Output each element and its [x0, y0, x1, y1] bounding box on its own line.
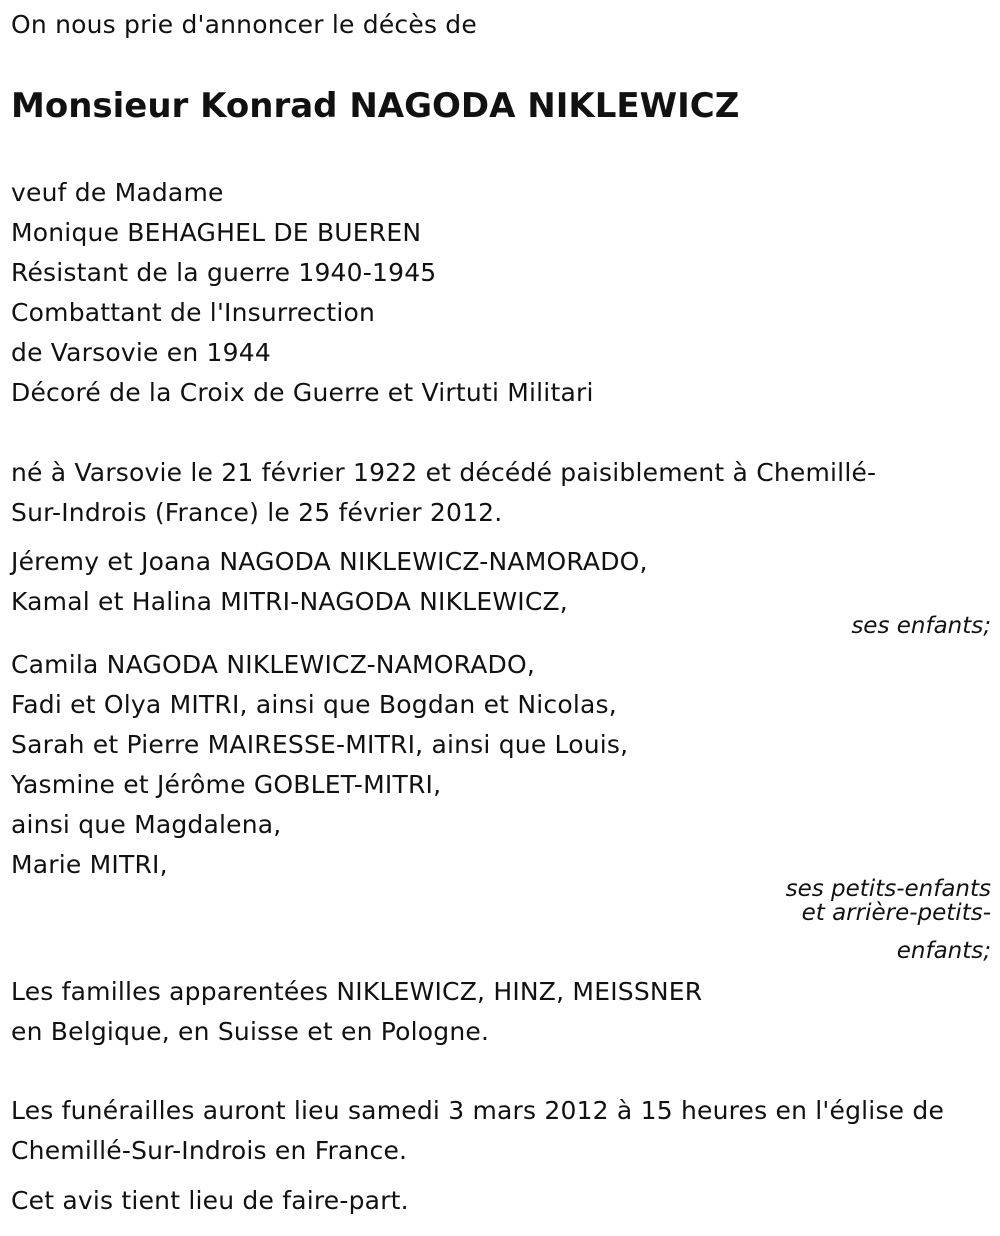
detail-line: Monique BEHAGHEL DE BUEREN	[11, 218, 422, 247]
deceased-name: Monsieur Konrad NAGODA NIKLEWICZ	[11, 86, 740, 126]
birth-death-line: Sur-Indrois (France) le 25 février 2012.	[11, 498, 503, 527]
funeral-line: Chemillé-Sur-Indrois en France.	[11, 1136, 408, 1165]
detail-line: veuf de Madame	[11, 178, 224, 207]
families-line: en Belgique, en Suisse et en Pologne.	[11, 1017, 490, 1046]
grandchild-line: Marie MITRI,	[11, 850, 168, 879]
child-line: Jéremy et Joana NAGODA NIKLEWICZ-NAMORADO,	[11, 547, 648, 576]
closing-text: Cet avis tient lieu de faire-part.	[11, 1186, 409, 1215]
grandchild-line: Sarah et Pierre MAIRESSE-MITRI, ainsi que Louis,	[11, 730, 629, 759]
grandchildren-role-label: et arrière-petits-	[801, 900, 991, 926]
grandchild-line: Camila NAGODA NIKLEWICZ-NAMORADO,	[11, 650, 535, 679]
children-role-label: ses enfants;	[851, 613, 991, 639]
detail-line: Décoré de la Croix de Guerre et Virtuti Militari	[11, 378, 594, 407]
grandchildren-role-label: ses petits-enfants	[785, 876, 991, 902]
families-line: Les familles apparentées NIKLEWICZ, HINZ, MEISSNER	[11, 977, 703, 1006]
detail-line: Combattant de l'Insurrection	[11, 298, 376, 327]
detail-line: Résistant de la guerre 1940-1945	[11, 258, 437, 287]
grandchildren-role-label: enfants;	[896, 938, 991, 964]
grandchild-line: Fadi et Olya MITRI, ainsi que Bogdan et Nicolas,	[11, 690, 617, 719]
detail-line: de Varsovie en 1944	[11, 338, 271, 367]
funeral-line: Les funérailles auront lieu samedi 3 mars 2012 à 15 heures en l'église de	[11, 1096, 945, 1125]
intro-text: On nous prie d'annoncer le décès de	[11, 10, 477, 39]
grandchild-line: Yasmine et Jérôme GOBLET-MITRI,	[11, 770, 442, 799]
child-line: Kamal et Halina MITRI-NAGODA NIKLEWICZ,	[11, 587, 568, 616]
grandchild-line: ainsi que Magdalena,	[11, 810, 282, 839]
birth-death-line: né à Varsovie le 21 février 1922 et décédé paisiblement à Chemillé-	[11, 458, 877, 487]
